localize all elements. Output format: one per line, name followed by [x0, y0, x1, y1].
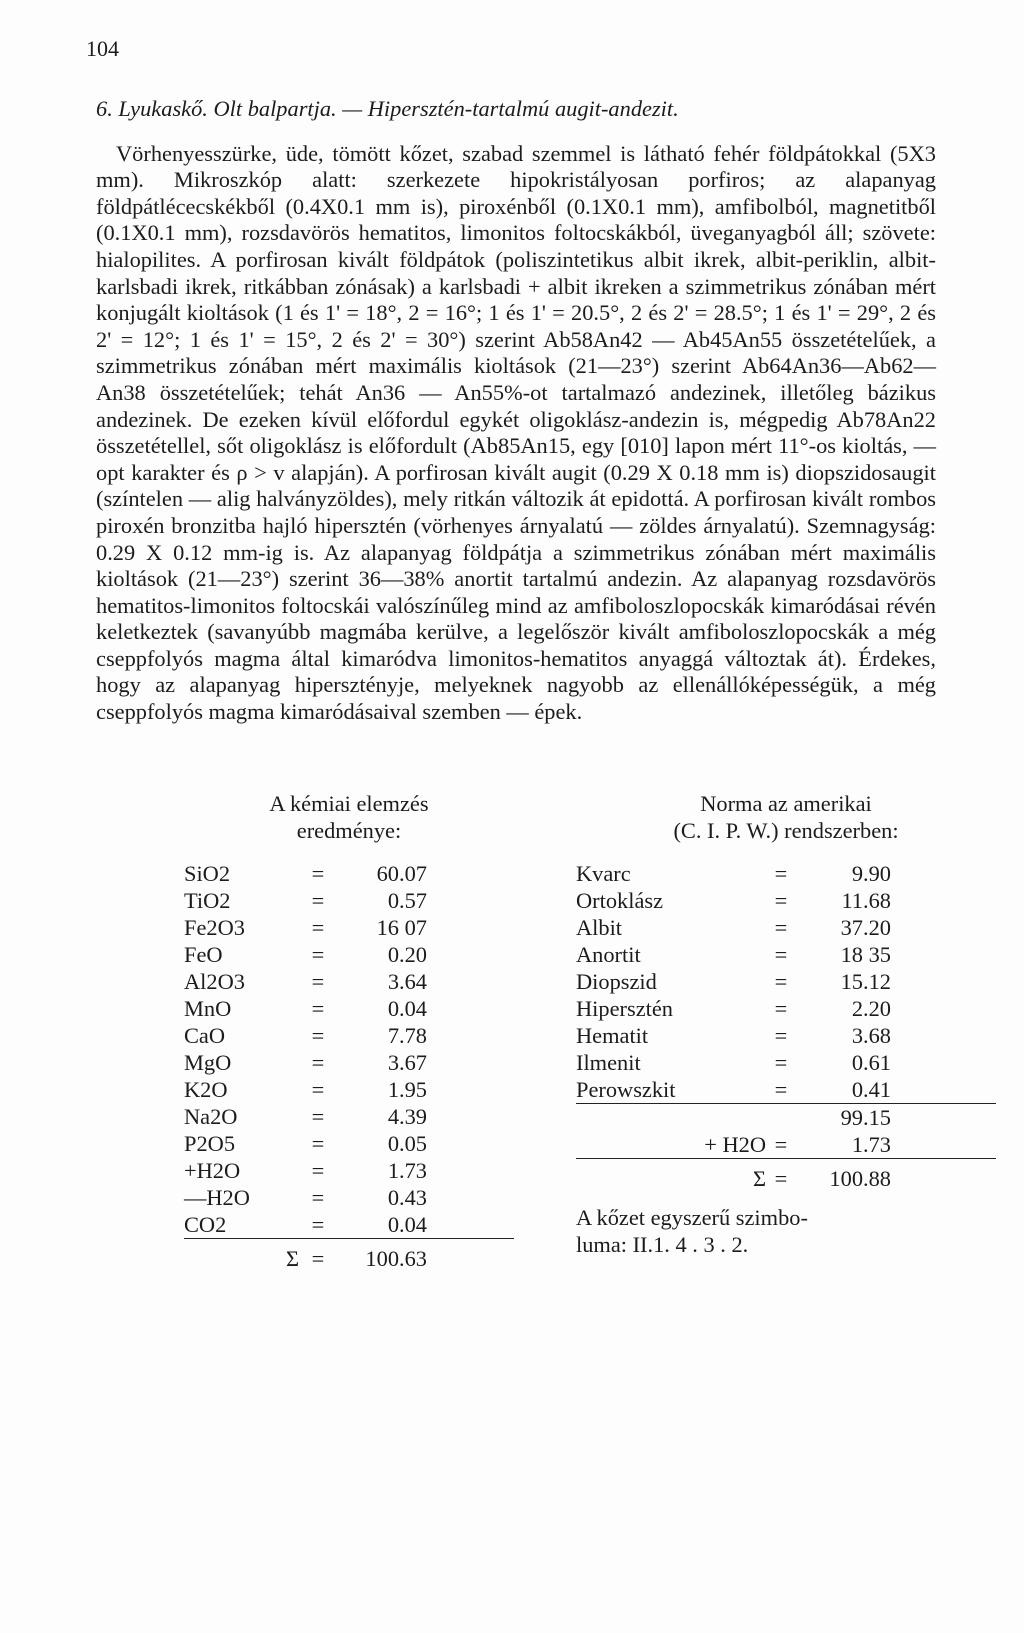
chemical-row-name: Na2O	[184, 1104, 238, 1129]
main-text	[96, 96, 936, 726]
norm-row-name: Albit	[576, 915, 623, 940]
chemical-row	[184, 1211, 514, 1239]
norm-row	[576, 968, 996, 995]
chemical-row-eq: =	[311, 942, 325, 967]
chemical-row-val: 0.04	[387, 1212, 427, 1237]
norm-row-name: Hipersztén	[576, 996, 673, 1021]
norm-row	[576, 1022, 996, 1049]
norm-row-val: 0.61	[851, 1050, 891, 1075]
chemical-row	[184, 1184, 514, 1211]
chemical-analysis-sum: Σ = 100.63	[285, 1246, 427, 1271]
chemical-row-name: Al2O3	[184, 969, 245, 994]
page-number: 104	[86, 36, 119, 61]
chemical-row	[184, 887, 514, 914]
norm-row-eq: =	[774, 942, 788, 967]
norm-row-val: 3.68	[851, 1023, 891, 1048]
cipw-subtotal: 99.15	[840, 1105, 891, 1130]
cipw-sum: Σ = 100.88	[752, 1166, 891, 1191]
chemical-row-eq: =	[311, 1023, 325, 1048]
chemical-row-eq: =	[311, 861, 325, 886]
chemical-row	[184, 1049, 514, 1076]
norm-row-val: 9.90	[851, 861, 891, 886]
chemical-row-eq: =	[311, 1212, 325, 1237]
chemical-row-eq: =	[311, 1185, 325, 1210]
norm-row-name: Diopszid	[576, 969, 657, 994]
chemical-row	[184, 860, 514, 887]
chemical-row	[184, 941, 514, 968]
norm-row-val: 11.68	[841, 888, 891, 913]
chemical-row-val: 0.20	[387, 942, 427, 967]
chemical-row-val: 60.07	[376, 861, 427, 886]
norm-row	[576, 1076, 996, 1104]
section-heading: 6. Lyukaskő. Olt balpartja. — Hipersztén-tartalmú augit-andezit.	[96, 96, 679, 121]
chemical-row-val: 0.04	[387, 996, 427, 1021]
chemical-row-val: 0.43	[387, 1185, 427, 1210]
norm-row-eq: =	[774, 969, 788, 994]
chemical-row-eq: =	[311, 1131, 325, 1156]
chemical-row-eq: =	[311, 996, 325, 1021]
chemical-row	[184, 1022, 514, 1049]
norm-row-name: Ilmenit	[576, 1050, 641, 1075]
chemical-row-val: 4.39	[387, 1104, 427, 1129]
norm-row-name: Kvarc	[576, 861, 631, 886]
chemical-row-eq: =	[311, 1158, 325, 1183]
chemical-row	[184, 1130, 514, 1157]
chemical-row-name: —H2O	[184, 1185, 250, 1210]
norm-row	[576, 914, 996, 941]
chemical-row-eq: =	[311, 1104, 325, 1129]
norm-row-eq: =	[774, 915, 788, 940]
chemical-analysis-title: A kémiai elemzés eredménye:	[269, 791, 429, 843]
cipw-norm-title: Norma az amerikai (C. I. P. W.) rendszerben:	[673, 791, 899, 843]
chemical-row	[184, 1103, 514, 1130]
chemical-row-val: 1.95	[387, 1077, 427, 1102]
chemical-row-val: 3.67	[387, 1050, 427, 1075]
chemical-row-name: CO2	[184, 1212, 227, 1237]
chemical-row-eq: =	[311, 1050, 325, 1075]
chemical-row-name: SiO2	[184, 861, 231, 886]
chemical-row-name: Fe2O3	[184, 915, 245, 940]
chemical-row-val: 0.05	[387, 1131, 427, 1156]
chemical-row-val: 16 07	[376, 915, 427, 940]
chemical-row-name: P2O5	[184, 1131, 236, 1156]
norm-row-name: Hematit	[576, 1023, 649, 1048]
chemical-analysis-rows	[184, 860, 514, 1239]
chemical-row-name: K2O	[184, 1077, 228, 1102]
chemical-row-name: FeO	[184, 942, 223, 967]
chemical-row	[184, 1076, 514, 1103]
chemical-row-name: MgO	[184, 1050, 232, 1075]
norm-row-name: Anortit	[576, 942, 641, 967]
chemical-row-eq: =	[311, 969, 325, 994]
chemical-row	[184, 914, 514, 941]
chemical-row-eq: =	[311, 888, 325, 913]
norm-row-eq: =	[774, 1050, 788, 1075]
chemical-analysis-table	[184, 790, 514, 1272]
norm-row	[576, 941, 996, 968]
description-paragraph: Vörhenyesszürke, üde, tömött kőzet, szabad szemmel is látható fehér földpátokkal (5X3 mm). Mikroszkóp alatt: szerkezete hipokristályosan porfiros; az alapanyag földpátlécecskékből (0.4X0.1 mm is), piroxénből (0.1X0.1 mm), amfibolból, magnetitből (0.1X0.1 mm), rozsdavörös hematitos, limonitos foltocskákból, üveganyagból áll; szövete: hialopilites. A porfirosan kivált földpátok (poliszintetikus albit ikrek, albit-periklin, albit-karlsbadi ikrek, ritkábban zónásak) a karlsbadi + albit ikreken a szimmetrikus zónában mért konjugált kioltások (1 és 1' = 18°, 2 = 16°; 1 és 1' = 20.5°, 2 és 2' = 28.5°; 1 és 1' = 29°, 2 és 2' = 12°; 1 és 1' = 15°, 2 és 2' = 30°) szerint Ab58An42 — Ab45An55 összetételűek, a szimmetrikus zónában mért maximális kioltások (21—23°) szerint Ab64An36—Ab62—An38 összetételűek; tehát An36 — An55%-ot tartalmazó andezinek, illetőleg bázikus andezinek. De ezeken kívül előfordul egykét oligoklász-andezin is, mégpedig Ab78An22 összetétellel, sőt oligoklász is előfordult (Ab85An15, egy [010] lapon mért 11°-os kioltás, — opt karakter és ρ > v alapján). A porfirosan kivált augit (0.29 X 0.18 mm is) diopszidosaugit (színtelen — alig halványzöldes), mely ritkán változik át epidottá. A porfirosan kivált rombos piroxén bronzitba hajló hipersztén (vörhenyes árnyalatú — zöldes árnyalatú). Szemnagyság: 0.29 X 0.12 mm-ig is. Az alapanyag földpátja a szimmetrikus zónában mért maximális kioltások (21—23°) szerint 36—38% anortit tartalmú andezin. Az alapanyag rozsdavörös hematitos-limonitos foltocskái valószínűleg mind az amfiboloszlopocskák kimaródásai révén keletkeztek (savanyúbb magmába kerülve, a legelőször kivált amfiboloszlopocskák a még cseppfolyós magma által kimaródva limonitos-hematitos anyaggá változtak át). Érdekes, hogy az alapanyag hipersztényje, melyeknek nagyobb az ellenállóképességük, a még cseppfolyós magma kimaródásaival szemben — épek.	[96, 140, 936, 725]
norm-row	[576, 860, 996, 887]
norm-row-eq: =	[774, 996, 788, 1021]
chemical-row	[184, 1157, 514, 1184]
norm-row	[576, 887, 996, 914]
norm-row	[576, 1049, 996, 1076]
norm-row-eq: =	[774, 861, 788, 886]
cipw-norm-rows	[576, 860, 996, 1104]
chemical-row	[184, 968, 514, 995]
rock-symbol: A kőzet egyszerű szimbo- luma: II.1. 4 . 3 . 2.	[576, 1205, 808, 1257]
chemical-row-val: 3.64	[387, 969, 427, 994]
norm-row	[576, 995, 996, 1022]
chemical-row-eq: =	[311, 1077, 325, 1102]
norm-row-val: 37.20	[840, 915, 891, 940]
chemical-row-name: +H2O	[184, 1158, 241, 1183]
chemical-row-name: TiO2	[184, 888, 231, 913]
cipw-water-row: + H2O = 1.73	[576, 1131, 996, 1159]
chemical-row-val: 1.73	[387, 1158, 427, 1183]
chemical-row-val: 0.57	[387, 888, 427, 913]
norm-row-val: 18 35	[840, 942, 891, 967]
norm-row-val: 15.12	[840, 969, 891, 994]
norm-row-val: 2.20	[851, 996, 891, 1021]
chemical-row-eq: =	[311, 915, 325, 940]
norm-row-name: Ortoklász	[576, 888, 664, 913]
norm-row-eq: =	[774, 888, 788, 913]
chemical-row-name: MnO	[184, 996, 232, 1021]
cipw-norm-table	[576, 790, 996, 1258]
chemical-row-val: 7.78	[387, 1023, 427, 1048]
chemical-row-name: CaO	[184, 1023, 226, 1048]
norm-row-eq: =	[774, 1077, 788, 1102]
norm-row-name: Perowszkit	[576, 1077, 676, 1102]
norm-row-val: 0.41	[851, 1077, 891, 1102]
chemical-row	[184, 995, 514, 1022]
norm-row-eq: =	[774, 1023, 788, 1048]
